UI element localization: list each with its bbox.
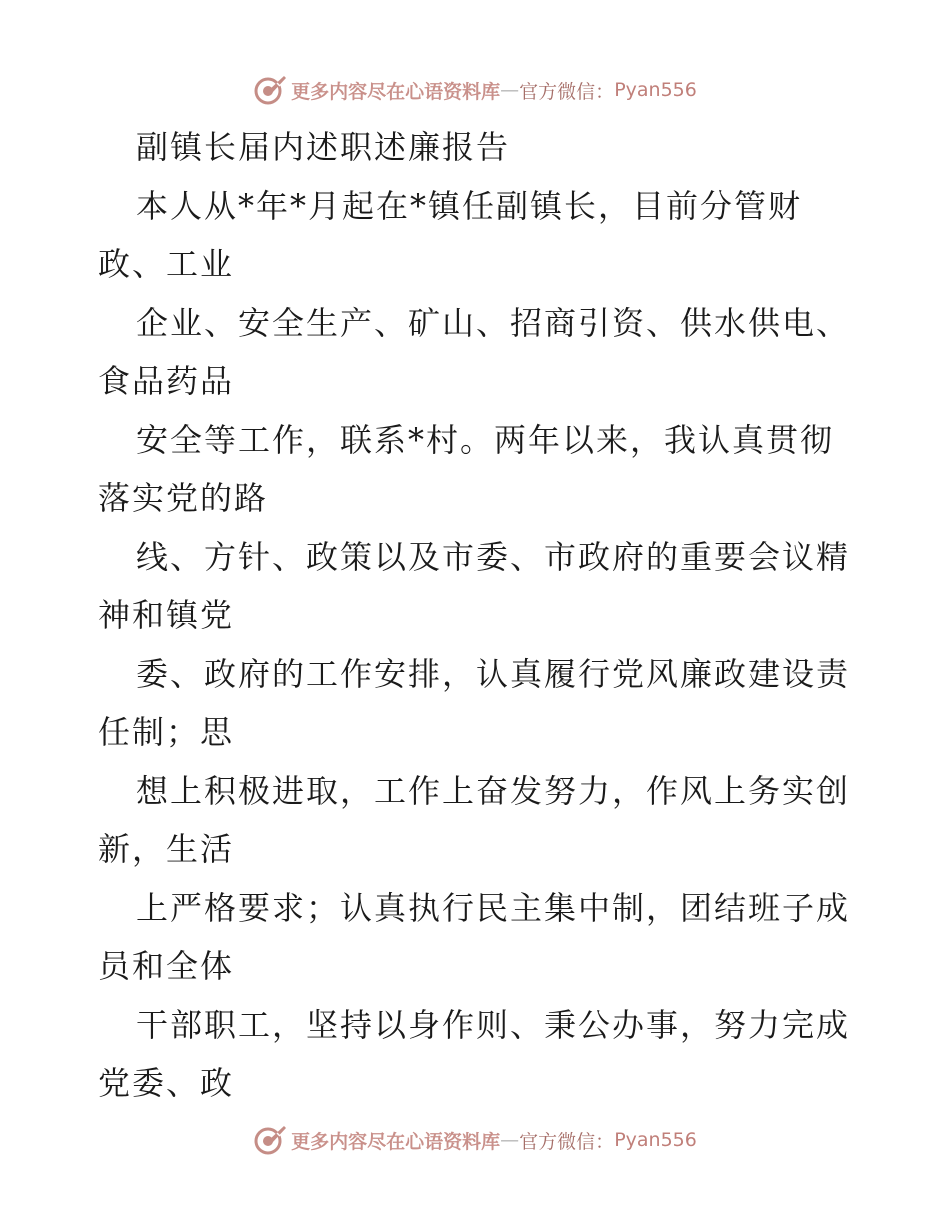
text-line: 食品药品 [98,362,235,400]
text-line: 本人从*年*月起在*镇任副镇长，目前分管财 [136,186,803,225]
pen-logo-icon [253,1123,287,1157]
text-line: 委、政府的工作安排，认真履行党风廉政建设责 [136,654,851,693]
watermark-separator: — [500,79,520,101]
document-title: 副镇长届内述职述廉报告 [136,128,511,166]
text-line: 政、工业 [98,245,235,283]
text-line: 想上积极进取，工作上奋发努力，作风上务实创 [136,771,851,810]
text-line: 任制；思 [98,713,235,751]
text-line: 落实党的路 [98,479,269,517]
header-watermark [0,70,950,110]
watermark-contact-label: 官方微信： [519,1130,615,1153]
watermark-brand: 更多内容尽在心语资料库 [291,1130,501,1153]
text-line: 干部职工，坚持以身作则、秉公办事，努力完成 [136,1005,851,1044]
pen-logo-icon [253,73,287,107]
text-line: 线、方针、政策以及市委、市政府的重要会议精 [136,537,851,576]
text-line: 员和全体 [98,947,235,985]
text-line: 安全等工作，联系*村。两年以来，我认真贯彻 [136,420,835,459]
text-line: 神和镇党 [98,596,235,634]
text-line: 上严格要求；认真执行民主集中制，团结班子成 [136,888,851,927]
watermark-contact-label: 官方微信： [519,80,615,103]
watermark-contact-id: Pyan556 [614,79,697,101]
watermark-brand: 更多内容尽在心语资料库 [291,80,501,103]
watermark-contact-id: Pyan556 [614,1129,697,1151]
text-line: 党委、政 [98,1064,235,1102]
text-line: 企业、安全生产、矿山、招商引资、供水供电、 [136,303,851,342]
watermark-separator: — [500,1129,520,1151]
footer-watermark [0,1120,950,1160]
document-body [98,118,858,1113]
text-line: 新，生活 [98,830,235,868]
